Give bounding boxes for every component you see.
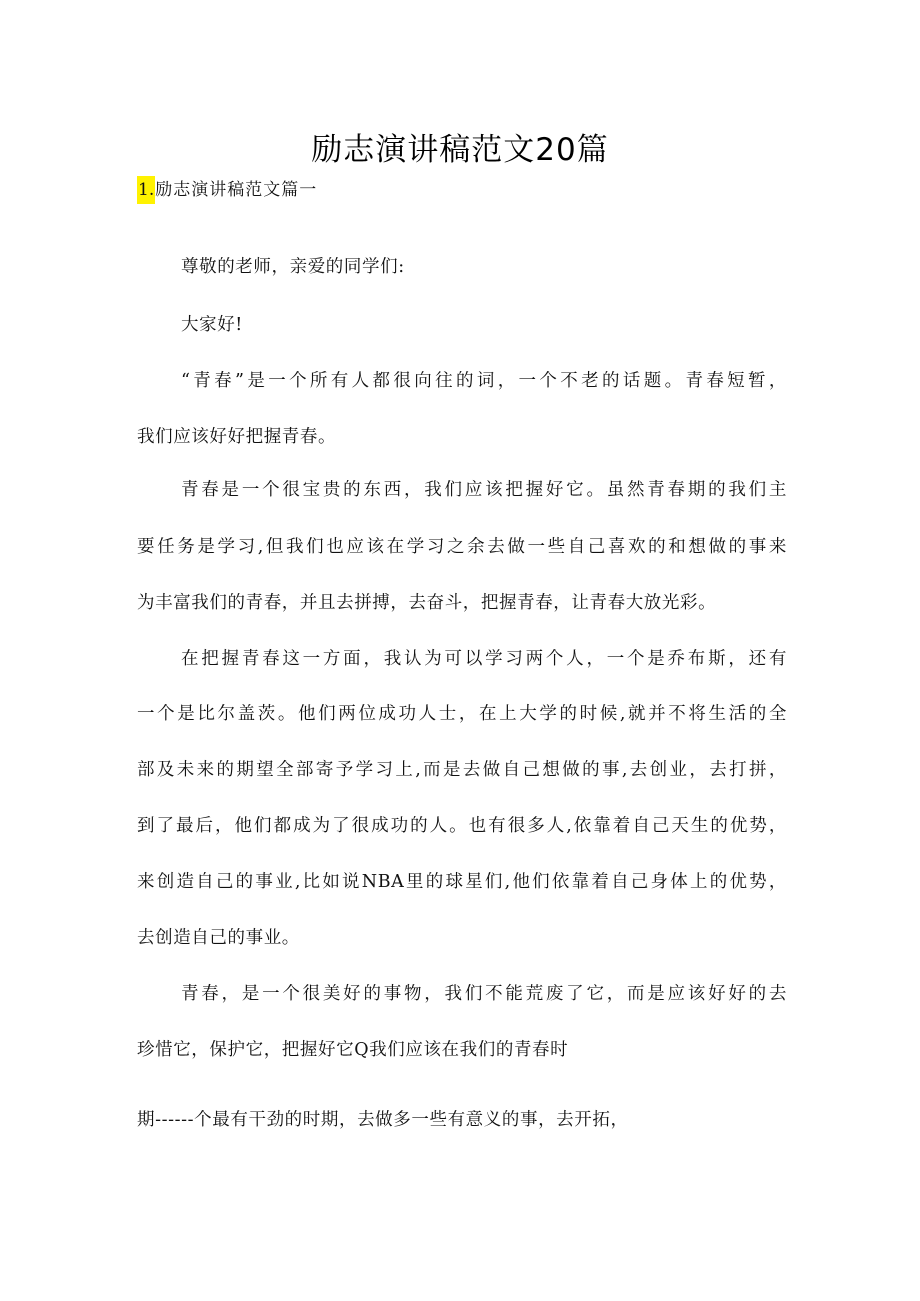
paragraph-4-line-3: 期------个最有干劲的时期，去做多一些有意义的事，去开拓， xyxy=(137,1110,629,1130)
greeting: 大家好! xyxy=(181,315,243,335)
paragraph-2-line-1: 青春是一个很宝贵的东西，我们应该把握好它。虽然青春期的我们主 xyxy=(181,480,787,500)
paragraph-3-line-1: 在把握青春这一方面，我认为可以学习两个人，一个是乔布斯，还有 xyxy=(181,649,787,669)
paragraph-4-line-1: 青春，是一个很美好的事物，我们不能荒废了它，而是应该好好的去 xyxy=(181,984,787,1004)
paragraph-3-line-5: 来创造自己的事业,比如说NBA里的球星们,他们依靠着自己身体上的优势， xyxy=(137,872,787,892)
paragraph-1-line-2: 我们应该好好把握青春。 xyxy=(137,427,337,447)
heading-number-highlight: 1. xyxy=(137,176,155,204)
paragraph-3-line-6: 去创造自己的事业。 xyxy=(137,928,300,948)
paragraph-2-line-2: 要任务是学习,但我们也应该在学习之余去做一些自己喜欢的和想做的事来 xyxy=(137,537,787,557)
paragraph-2-line-3: 为丰富我们的青春，并且去拼搏，去奋斗，把握青春，让青春大放光彩。 xyxy=(137,593,717,613)
section-heading xyxy=(137,176,317,204)
paragraph-3-line-4: 到了最后，他们都成为了很成功的人。也有很多人,依靠着自己天生的优势， xyxy=(137,816,787,836)
paragraph-1-line-1: “青春”是一个所有人都很向往的词，一个不老的话题。青春短暂， xyxy=(181,371,787,391)
paragraph-3-line-3: 部及未来的期望全部寄予学习上,而是去做自己想做的事,去创业，去打拼， xyxy=(137,760,787,780)
salutation: 尊敬的老师，亲爱的同学们: xyxy=(181,257,405,277)
heading-text: 励志演讲稿范文篇一 xyxy=(155,180,318,200)
paragraph-3-line-2: 一个是比尔盖茨。他们两位成功人士，在上大学的时候,就并不将生活的全 xyxy=(137,704,787,724)
paragraph-4-line-2: 珍惜它，保护它，把握好它Q我们应该在我们的青春时 xyxy=(137,1040,569,1060)
document-title: 励志演讲稿范文20篇 xyxy=(311,132,609,168)
